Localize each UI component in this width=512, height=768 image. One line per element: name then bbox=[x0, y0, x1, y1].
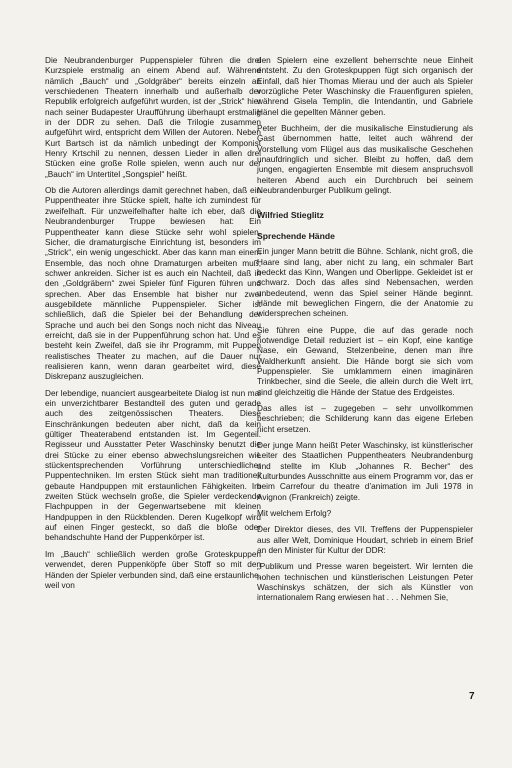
article-author: Wilfried Stieglitz bbox=[257, 210, 324, 221]
closing-paragraph-1: Der Direktor dieses, des VII. Treffens der Puppenspieler aus aller Welt, Dominique Houdart, schrieb in einem Brief an den Minister für Kultur der DDR: bbox=[257, 525, 473, 556]
left-paragraph-1: Die Neubrandenburger Puppenspieler führen die drei Kurzspiele erstmalig an einem Abend auf. Während nämlich „Bauch“ und „Goldgräber“ bereits einzeln an verschiedenen Theatern innerhalb und außerhalb der Republik erfolgreich aufgeführt wurden, ist der „Strick“ hier nach seiner Budapester Uraufführung überhaupt erstmalig in der DDR zu sehen. Daß die Trilogie zusammen aufgeführt wird, entspricht dem Willen der Autoren. Neben Kurt Bartsch ist da nämlich unbedingt der Komponist Henry Krtschil zu nennen, dessen Lieder in allen drei Stücken eine große Rolle spielen, wenn auch nur der „Bauch“ im Untertitel „Songspiel“ heißt. bbox=[45, 56, 261, 179]
right-column bbox=[257, 56, 473, 610]
left-paragraph-4: Im „Bauch“ schließlich werden große Groteskpuppen verwendet, deren Puppenköpfe über Stoff so mit den Händen der Spieler verbunden sind, daß eine erstaunliche, weil von bbox=[45, 549, 261, 590]
left-column bbox=[45, 56, 261, 597]
left-paragraph-3: Der lebendige, nuanciert ausgearbeitete Dialog ist nun mal ein unverzichtbarer Bestandteil des guten und gerade auch des zeitgenössischen Theaters. Diese Einschränkungen bedeuten aber nicht, daß da kein gültiger Theaterabend entstanden ist. Im Gegenteil. Regisseur und Ausstatter Peter Waschinsky benutzt die drei Stücke zu einer ebenso abwechslungsreichen wie stückentsprechenden Vorführung unterschiedlicher Puppentechniken. Im ersten Stück sieht man traditionell gebaute Handpuppen mit erstaunlichen Fähigkeiten. Im zweiten Stück wechseln große, die Spieler verdeckende Flachpuppen in der Gegenwartsebene mit kleinen Handpuppen in den Rückblenden. Deren Kugelkopf wird auf einen Finger gesteckt, so daß die bloße oder behandschuhte Hand der Puppenkörper ist. bbox=[45, 388, 261, 543]
article-paragraph-4: Der junge Mann heißt Peter Waschinsky, ist künstlerischer Leiter des Staatlichen Puppentheaters Neubrandenburg und stellte im Klub „Johannes R. Becher“ des Kulturbundes Ausschnitte aus einem Programm vor, das er beim Carrefour du theatre d’animation im Juli 1978 in Avignon (Frankreich) zeigte. bbox=[257, 441, 473, 502]
article-paragraph-2: Sie führen eine Puppe, die auf das gerade noch notwendige Detail reduziert ist – ein Kopf, eine kantige Nase, ein Gewand, Stelzenbeine, denen man ihre Waldherkunft ansieht. Die Hände borgt sie sich vom Puppenspieler. Sie umklammern einen imaginären Trinkbecher, sind die Seele, die allein durch die Welt irrt, sind gleichzeitig die Hände der Statue des Erdgeistes. bbox=[257, 325, 473, 397]
article-subheading: Sprechende Hände bbox=[257, 230, 335, 241]
page-number: 7 bbox=[469, 691, 475, 702]
closing-paragraph-2: „Publikum und Presse waren begeistert. Wir lernten die hohen technischen und künstlerischen Leistungen Peter Waschinskys schätzen, der sich als Künstler von internationalem Rang erwiesen hat . . . Nehmen Sie, bbox=[257, 562, 473, 603]
article-question: Mit welchem Erfolg? bbox=[257, 509, 332, 519]
right-intro-paragraph-1: den Spielern eine exzellent beherrschte neue Einheit entsteht. Zu den Groteskpuppen fügt sich organisch der Einfall, daß hier Thomas Mierau und der auch als Spieler vorzügliche Peter Waschinsky die Frauenfiguren spielen, während Gisela Templin, die Intendantin, und Gabriele Hänel die gepellten Männer geben. bbox=[257, 56, 473, 117]
article-paragraph-3: Das alles ist – zugegeben – sehr unvollkommen beschrieben; die Schilderung kann das eigene Erleben nicht ersetzen. bbox=[257, 403, 473, 434]
article-paragraph-1: Ein junger Mann betritt die Bühne. Schlank, nicht groß, die Haare sind lang, aber nicht zu lang, ein schmaler Bart bedeckt das Kinn, Wangen und Oberlippe. Gekleidet ist er schwarz. Doch das alles sind Nebensachen, werden unbedeutend, wenn das Spiel seiner Hände beginnt. Hände mit beweglichen Fingern, die der Anatomie zu widersprechen scheinen. bbox=[257, 247, 473, 319]
left-paragraph-2: Ob die Autoren allerdings damit gerechnet haben, daß ein Puppentheater ihre Stücke spielt, halte ich zumindest für zweifelhaft. Für unzweifelhafter halte ich eber, daß die Neubrandenburger Truppe bewiesen hat: Ein Puppentheater kann diese Stücke sehr wohl spielen. Sicher, die dramaturgische Einrichtung ist, besonders im „Strick“, ein wenig ungeschickt. Aber das kann man einem Ensemble, das noch ohne Dramaturgen arbeiten muß, schwer ankreiden. Sicher ist es auch ein Nachteil, daß in den „Goldgräbern“ zwei Spieler fünf Figuren führen und sprechen. Aber das Ensemble hat bisher nur zwei ausgebildete männliche Puppenspieler. Sicher ist schließlich, daß die Spieler bei der Behandlung der Sprache und auch bei den Songs noch nicht das Niveau erreicht, daß sie in der Puppenführung schon hat. Und es besteht kein Zweifel, daß sie ihr Programm, mit Puppen realistisches Theater zu machen, auf die Dauer nur realisieren kann, wenn daran gearbeitet wird, diese Diskrepanz auszugleichen. bbox=[45, 186, 261, 382]
right-intro-paragraph-2: Peter Buchheim, der die musikalische Einstudierung als Gast übernommen hatte, leitet auch während der Vorstellung vom Flügel aus das musikalische Geschehen unaufdringlich und sicher. Bleibt zu hoffen, daß dem jungen, engagierten Ensemble mit diesem anspruchsvoll heiteren Abend auch ein Durchbruch bei seinem Neubrandenburger Publikum gelingt. bbox=[257, 124, 473, 196]
